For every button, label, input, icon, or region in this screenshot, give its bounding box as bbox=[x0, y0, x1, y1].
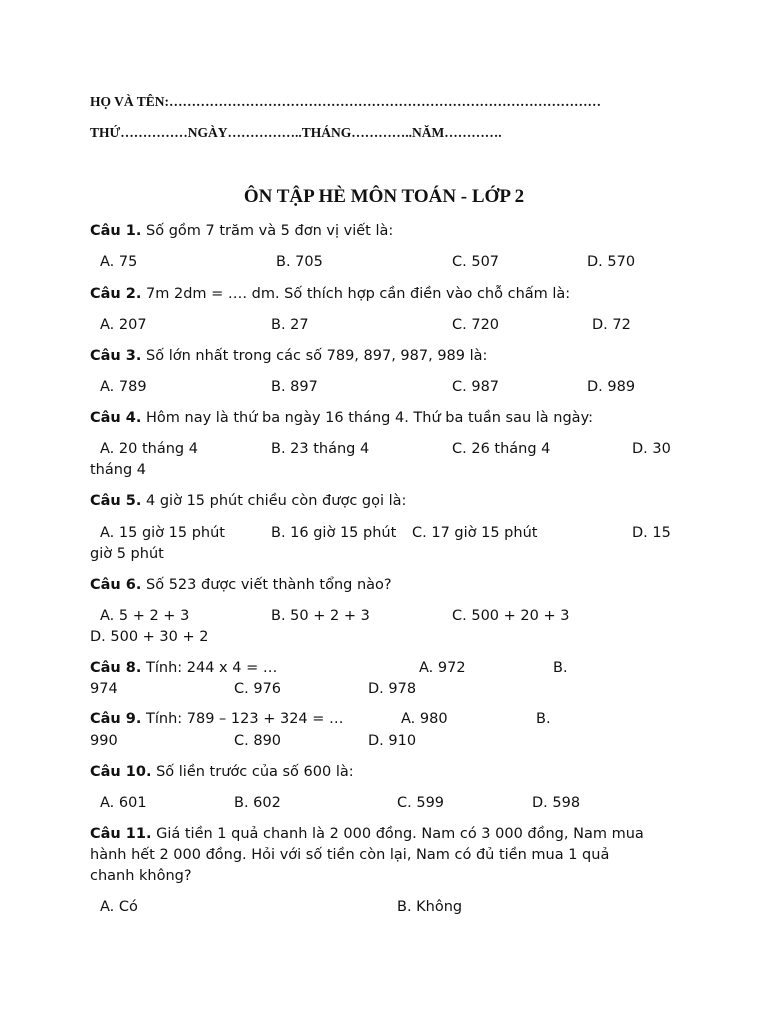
option-b: B. 27 bbox=[271, 317, 309, 333]
question-6 bbox=[90, 575, 392, 596]
option-b: B. 16 giờ 15 phút bbox=[271, 525, 397, 541]
option-c: C. 507 bbox=[452, 254, 500, 270]
question-11 bbox=[90, 824, 644, 845]
question-label: Câu 8. bbox=[90, 660, 142, 676]
question-text: 7m 2dm = …. dm. Số thích hợp cần điền vào chỗ chấm là: bbox=[146, 286, 571, 302]
option-a: A. 980 bbox=[401, 711, 448, 727]
question-5 bbox=[90, 491, 406, 512]
option-b-continued: 990 bbox=[90, 733, 118, 749]
option-c: C. 17 giờ 15 phút bbox=[412, 525, 538, 541]
question-label: Câu 1. bbox=[90, 223, 142, 239]
question-text: Số 523 được viết thành tổng nào? bbox=[146, 577, 392, 593]
question-text: Tính: 244 x 4 = … bbox=[146, 660, 278, 676]
question-text: Số gồm 7 trăm và 5 đơn vị viết là: bbox=[146, 223, 394, 239]
option-c: C. 599 bbox=[397, 795, 445, 811]
question-label: Câu 6. bbox=[90, 577, 142, 593]
option-c: C. 976 bbox=[234, 681, 282, 697]
question-3 bbox=[90, 346, 487, 367]
question-label: Câu 2. bbox=[90, 286, 142, 302]
question-4 bbox=[90, 408, 593, 429]
option-b: B. 23 tháng 4 bbox=[271, 441, 370, 457]
option-a: A. 75 bbox=[100, 254, 138, 270]
question-text: Số liền trước của số 600 là: bbox=[156, 764, 354, 780]
option-c: C. 720 bbox=[452, 317, 500, 333]
question-text: 4 giờ 15 phút chiều còn được gọi là: bbox=[146, 493, 407, 509]
option-a: A. 601 bbox=[100, 795, 147, 811]
question-text: Hôm nay là thứ ba ngày 16 tháng 4. Thứ ba tuần sau là ngày: bbox=[146, 410, 593, 426]
option-b: B. 705 bbox=[276, 254, 323, 270]
question-label: Câu 5. bbox=[90, 493, 142, 509]
option-a: A. Có bbox=[100, 899, 138, 915]
question-label: Câu 11. bbox=[90, 826, 152, 842]
question-9 bbox=[90, 709, 344, 730]
question-text-line-3: chanh không? bbox=[90, 868, 192, 884]
question-2 bbox=[90, 284, 570, 305]
question-label: Câu 3. bbox=[90, 348, 142, 364]
question-text-line-1: Giá tiền 1 quả chanh là 2 000 đồng. Nam có 3 000 đồng, Nam mua bbox=[156, 826, 644, 842]
option-d: D. 500 + 30 + 2 bbox=[90, 629, 209, 645]
option-c: C. 890 bbox=[234, 733, 282, 749]
option-c: C. 26 tháng 4 bbox=[452, 441, 551, 457]
option-d: D. 72 bbox=[592, 317, 631, 333]
question-label: Câu 10. bbox=[90, 764, 152, 780]
option-d: D. 978 bbox=[368, 681, 417, 697]
option-b: B. 602 bbox=[234, 795, 281, 811]
date-line: THỨ……………NGÀY……………..THÁNG…………..NĂM…………. bbox=[90, 125, 502, 140]
option-d-continued: giờ 5 phút bbox=[90, 546, 164, 562]
option-c: C. 500 + 20 + 3 bbox=[452, 608, 570, 624]
option-a: A. 972 bbox=[419, 660, 466, 676]
option-a: A. 207 bbox=[100, 317, 147, 333]
option-b: B. Không bbox=[397, 899, 463, 915]
option-d: D. 570 bbox=[587, 254, 636, 270]
question-text: Số lớn nhất trong các số 789, 897, 987, 989 là: bbox=[146, 348, 488, 364]
option-b-continued: 974 bbox=[90, 681, 118, 697]
option-d: D. 30 bbox=[632, 441, 671, 457]
question-label: Câu 4. bbox=[90, 410, 142, 426]
question-text-line-2: hành hết 2 000 đồng. Hỏi với số tiền còn lại, Nam có đủ tiền mua 1 quả bbox=[90, 847, 610, 863]
option-b: B. 50 + 2 + 3 bbox=[271, 608, 370, 624]
question-10 bbox=[90, 762, 354, 783]
question-label: Câu 9. bbox=[90, 711, 142, 727]
option-b: B. 897 bbox=[271, 379, 318, 395]
option-d-continued: tháng 4 bbox=[90, 462, 146, 478]
option-a: A. 20 tháng 4 bbox=[100, 441, 198, 457]
question-1 bbox=[90, 221, 393, 242]
question-8 bbox=[90, 658, 277, 679]
option-a: A. 789 bbox=[100, 379, 147, 395]
option-b: B. bbox=[536, 711, 551, 727]
option-a: A. 15 giờ 15 phút bbox=[100, 525, 225, 541]
page-title: ÔN TẬP HÈ MÔN TOÁN - LỚP 2 bbox=[243, 186, 525, 207]
option-d: D. 910 bbox=[368, 733, 417, 749]
option-a: A. 5 + 2 + 3 bbox=[100, 608, 190, 624]
question-text: Tính: 789 – 123 + 324 = … bbox=[146, 711, 344, 727]
option-d: D. 598 bbox=[532, 795, 581, 811]
name-line: HỌ VÀ TÊN:…………………………………………………………………………………… bbox=[90, 94, 602, 109]
option-c: C. 987 bbox=[452, 379, 500, 395]
option-d: D. 989 bbox=[587, 379, 636, 395]
option-b: B. bbox=[553, 660, 568, 676]
option-d: D. 15 bbox=[632, 525, 671, 541]
